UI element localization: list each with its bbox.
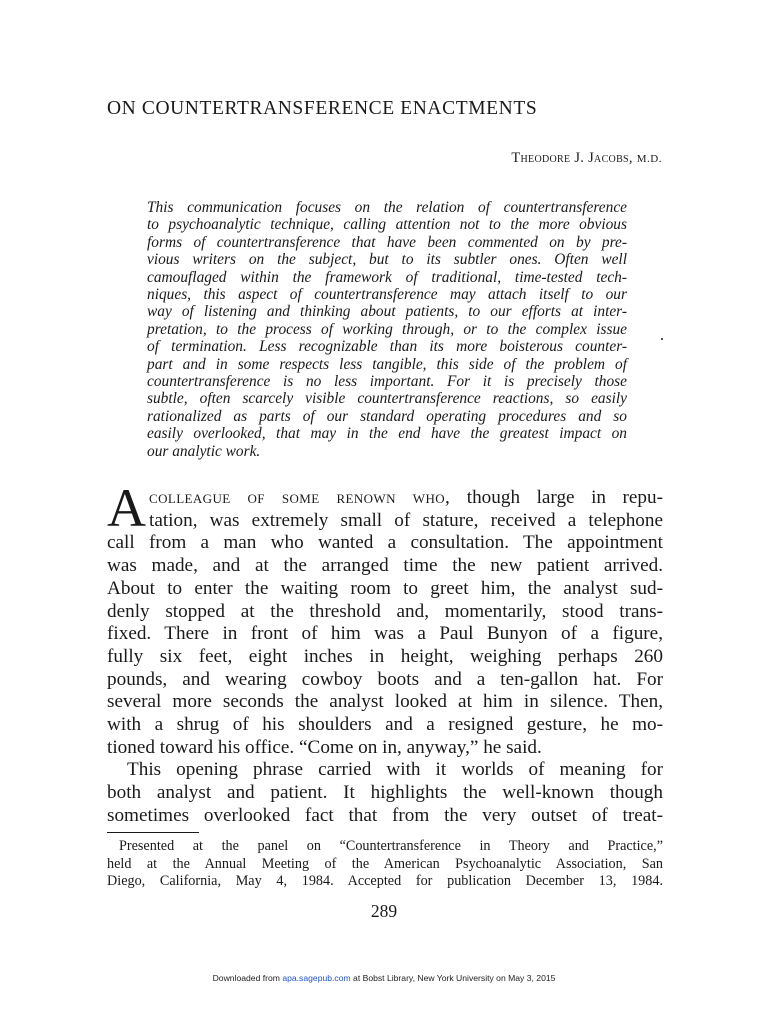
body-line: denly stopped at the threshold and, momentarily, stood trans- — [107, 600, 663, 622]
download-notice — [0, 973, 768, 983]
footnote-rule — [107, 832, 199, 833]
abstract-line: countertransference is no less important. For it is precisely those — [147, 373, 627, 391]
abstract-line: pretation, to the process of working through, or to the complex issue — [147, 320, 627, 338]
abstract — [147, 199, 627, 460]
abstract-line: camouflaged within the framework of traditional, time-tested tech- — [147, 268, 627, 286]
lead-in-rest: though large in repu- — [450, 487, 663, 508]
page-number: 289 — [370, 901, 398, 921]
abstract-line: easily overlooked, that may in the end have the greatest impact on — [147, 425, 627, 443]
abstract-line: of termination. Less recognizable than its more boisterous counter- — [147, 338, 627, 356]
abstract-line: our analytic work. — [147, 442, 261, 460]
drop-cap: A — [107, 478, 146, 538]
body-line: was made, and at the arranged time the new patient arrived. — [107, 555, 663, 577]
download-link[interactable]: apa.sagepub.com — [282, 973, 351, 983]
abstract-line: This communication focuses on the relation of countertransference — [147, 199, 627, 216]
abstract-line: niques, this aspect of countertransference may attach itself to our — [147, 286, 627, 304]
author-byline — [511, 150, 662, 167]
body-line: tation, was extremely small of stature, received a telephone — [149, 509, 663, 531]
body-line: several more seconds the analyst looked at him in silence. Then, — [107, 691, 663, 713]
lead-in-smallcaps: colleague of some renown who, — [149, 487, 451, 508]
footnote-line: Presented at the panel on “Countertransference in Theory and Practice,” — [119, 838, 663, 854]
scan-speck — [661, 338, 663, 340]
footnote-line: Diego, California, May 4, 1984. Accepted for publication December 13, 1984. — [107, 873, 663, 889]
body-line: This opening phrase carried with it worlds of meaning for — [127, 759, 663, 781]
body-paragraph — [107, 487, 663, 828]
abstract-line: part and in some respects less tangible, this side of the problem of — [147, 355, 627, 373]
abstract-line: forms of countertransference that have been commented on by pre- — [147, 233, 627, 251]
footnote-line: held at the Annual Meeting of the American Psychoanalytic Association, San — [107, 855, 663, 872]
abstract-line: rationalized as parts of our standard operating procedures and so — [147, 407, 627, 425]
author-degree: M.D. — [636, 153, 662, 165]
author-name: Theodore J. Jacobs, — [511, 150, 633, 166]
abstract-line: subtle, often scarcely visible countertransference reactions, so easily — [147, 390, 627, 408]
download-prefix: Downloaded from — [212, 973, 283, 983]
body-line: tioned toward his office. “Come on in, anyway,” he said. — [107, 736, 542, 758]
body-line: call from a man who wanted a consultation. The appointment — [107, 532, 663, 554]
body-line: both analyst and patient. It highlights the well-known though — [107, 782, 663, 804]
download-suffix: at Bobst Library, New York University on May 3, 2015 — [350, 973, 556, 983]
body-line: pounds, and wearing cowboy boots and a ten-gallon hat. For — [107, 668, 663, 690]
body-line-first — [107, 487, 663, 510]
abstract-line: to psychoanalytic technique, calling attention not to the more obvious — [147, 216, 627, 234]
body-line: About to enter the waiting room to greet him, the analyst sud- — [107, 577, 663, 599]
body-line: fixed. There in front of him was a Paul Bunyon of a figure, — [107, 623, 663, 645]
body-line: sometimes overlooked fact that from the very outset of treat- — [107, 804, 663, 826]
article-title: ON COUNTERTRANSFERENCE ENACTMENTS — [107, 98, 538, 119]
body-line: with a shrug of his shoulders and a resigned gesture, he mo- — [107, 714, 663, 736]
abstract-line: way of listening and thinking about patients, to our efforts at inter- — [147, 303, 627, 321]
footnote — [107, 838, 663, 891]
abstract-line: vious writers on the subject, but to its subtler ones. Often well — [147, 251, 627, 269]
body-line: fully six feet, eight inches in height, weighing perhaps 260 — [107, 645, 663, 667]
